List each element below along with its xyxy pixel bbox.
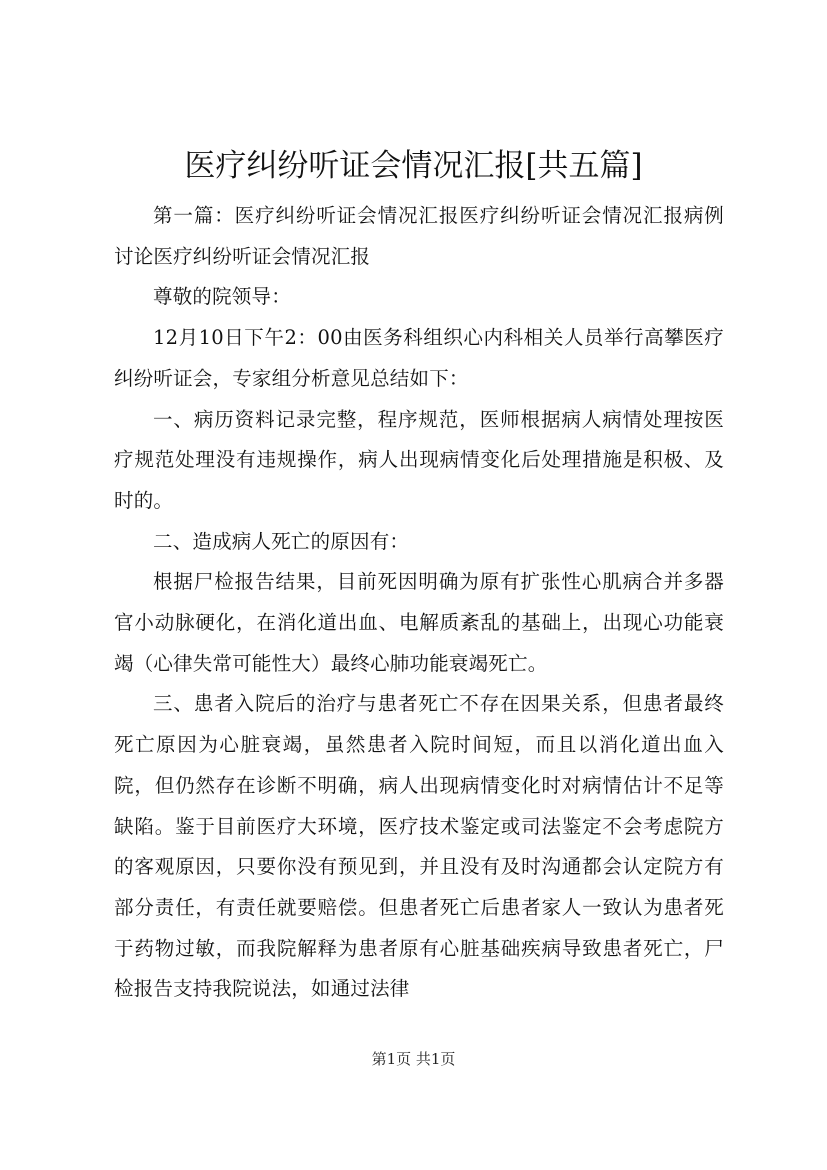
paragraph-point-two: 二、造成病人死亡的原因有： <box>153 529 410 553</box>
paragraph-cause-detail: 根据尸检报告结果，目前死因明确为原有扩张性心肌病合并多器官小动脉硬化，在消化道出血、电解质紊乱的基础上，出现心功能衰竭（心律失常可能性大）最终心肺功能衰竭死亡。 <box>114 570 724 675</box>
paragraph-salutation: 尊敬的院领导： <box>153 285 291 309</box>
document-body <box>114 196 724 1010</box>
paragraph-point-one: 一、病历资料记录完整，程序规范，医师根据病人病情处理按医疗规范处理没有违规操作，病人出现病情变化后处理措施是积极、及时的。 <box>114 407 724 512</box>
paragraph-intro: 12月10日下午2：00由医务科组织心内科相关人员举行高攀医疗纠纷听证会，专家组分析意见总结如下： <box>114 326 724 390</box>
paragraph-heading: 第一篇：医疗纠纷听证会情况汇报医疗纠纷听证会情况汇报病例讨论医疗纠纷听证会情况汇报 <box>114 204 724 268</box>
page-number-footer: 第1页 共1页 <box>371 1050 456 1068</box>
document-title: 医疗纠纷听证会情况汇报[共五篇] <box>184 148 643 184</box>
paragraph-point-three: 三、患者入院后的治疗与患者死亡不存在因果关系，但患者最终死亡原因为心脏衰竭，虽然患者入院时间短，而且以消化道出血入院，但仍然存在诊断不明确，病人出现病情变化时对病情估计不足等缺陷。鉴于目前医疗大环境，医疗技术鉴定或司法鉴定不会考虑院方的客观原因，只要你没有预见到，并且没有及时沟通都会认定院方有部分责任，有责任就要赔偿。但患者死亡后患者家人一致认为患者死于药物过敏，而我院解释为患者原有心脏基础疾病导致患者死亡，尸检报告支持我院说法，如通过法律 <box>114 692 724 1001</box>
